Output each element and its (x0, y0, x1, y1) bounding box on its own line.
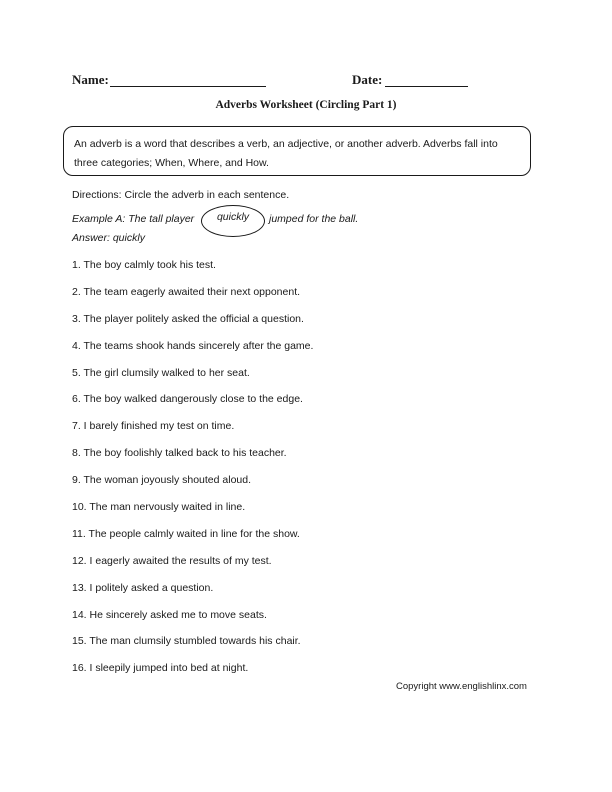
directions-text: Directions: Circle the adverb in each sentence. (72, 189, 290, 201)
header-row (0, 70, 612, 92)
sentence-item[interactable]: 10. The man nervously waited in line. (72, 501, 246, 514)
sentence-item[interactable]: 6. The boy walked dangerously close to the edge. (72, 393, 303, 406)
date-blank-line[interactable] (385, 86, 468, 87)
copyright-notice: Copyright www.englishlinx.com (396, 681, 527, 692)
sentence-item[interactable]: 4. The teams shook hands sincerely after the game. (72, 339, 314, 352)
definition-box: An adverb is a word that describes a verb, an adjective, or another adverb. Adverbs fall into three categories; When, Where, and How. (63, 126, 531, 176)
sentence-item[interactable]: 8. The boy foolishly talked back to his teacher. (72, 447, 287, 460)
sentence-item[interactable]: 12. I eagerly awaited the results of my test. (72, 554, 272, 567)
name-label: Name: (72, 72, 109, 87)
example-lead: Example A: The tall player (72, 213, 195, 225)
sentence-item[interactable]: 7. I barely finished my test on time. (72, 420, 235, 433)
sentence-item[interactable]: 16. I sleepily jumped into bed at night. (72, 662, 249, 675)
date-label: Date: (352, 72, 383, 87)
sentence-item[interactable]: 5. The girl clumsily walked to her seat. (72, 366, 250, 379)
sentence-item[interactable]: 13. I politely asked a question. (72, 581, 214, 594)
worksheet-title: Adverbs Worksheet (Circling Part 1) (215, 99, 397, 111)
sentence-item[interactable]: 15. The man clumsily stumbled towards his chair. (72, 635, 301, 648)
example-answer: Answer: quickly (72, 232, 145, 244)
sentence-item[interactable]: 14. He sincerely asked me to move seats. (72, 608, 267, 621)
sentence-item[interactable]: 3. The player politely asked the official a question. (72, 312, 304, 325)
sentence-item[interactable]: 11. The people calmly waited in line for the show. (72, 527, 300, 540)
sentence-item[interactable]: 9. The woman joyously shouted aloud. (72, 474, 252, 487)
example-tail: jumped for the ball. (269, 213, 359, 225)
name-blank-line[interactable] (110, 86, 266, 87)
example-circled-word: quickly (216, 211, 250, 223)
sentence-list (72, 258, 313, 688)
sentence-item[interactable]: 1. The boy calmly took his test. (72, 259, 216, 271)
sentence-item[interactable]: 2. The team eagerly awaited their next opponent. (72, 285, 301, 298)
